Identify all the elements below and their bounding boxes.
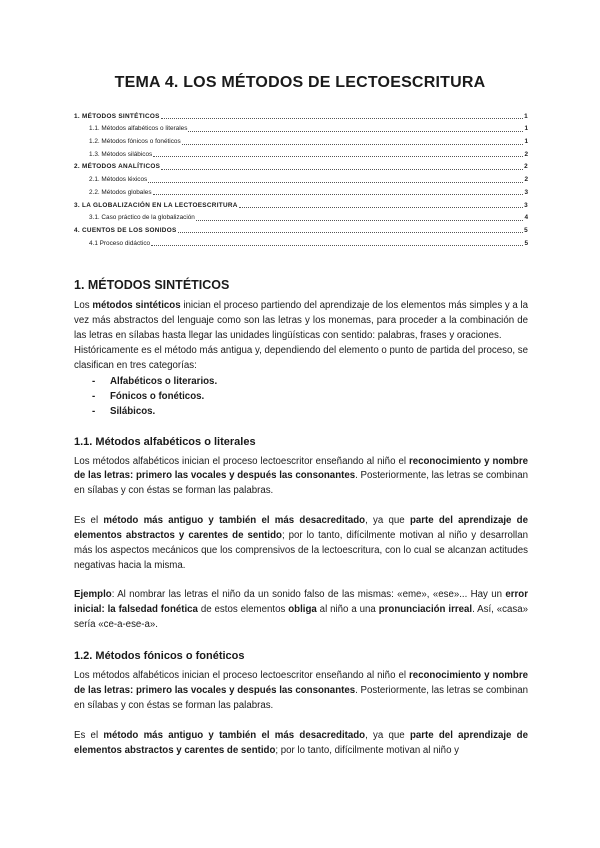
toc-page-number: 1 [524,138,528,146]
bold-text: parte del aprendizaje de elementos abstractos y carentes de sentido [74,515,528,541]
list-item [92,404,528,419]
toc-page-number: 5 [524,239,528,247]
text-run: Los [74,300,93,311]
toc-page-number: 2 [524,163,528,171]
paragraph [74,514,528,574]
toc-entry[interactable] [74,222,528,235]
toc-entry-label: 1.2. Métodos fónicos o fonéticos [89,138,181,146]
list-item [92,389,528,404]
bold-text: método más antiguo y también el más desacreditado [103,729,366,741]
list-bullet-dash: - [92,405,96,417]
toc-entry[interactable] [74,210,528,223]
bold-text: métodos sintéticos [92,300,181,311]
toc-entry-label: 4.1 Proceso didáctico [89,239,151,247]
toc-entry[interactable] [74,108,528,121]
text-run: ; por lo tanto, difícilmente motivan al niño y desarrollan más los aspectos mecánicos que los comprensivos de la lectoescritura, con lo cual se alcanzan actitudes negativas hacia la misma. [74,529,528,571]
toc-entry[interactable] [74,121,528,134]
toc-dot-leader [188,131,523,132]
toc-dot-leader [153,156,523,157]
toc-page-number: 3 [524,188,528,196]
toc-dot-leader [153,194,524,195]
text-run: , ya que [365,515,410,527]
text-run: de estos elementos [197,604,289,616]
toc-entry-label: 3.1. Caso práctico de la globalización [89,214,195,222]
toc-page-number: 3 [524,201,528,209]
text-run: Es el [74,729,104,741]
toc-dot-leader [182,144,524,145]
toc-dot-leader [151,245,523,246]
text-run: ; por lo tanto, difícilmente motivan al niño y [275,744,459,756]
toc-dot-leader [196,220,524,221]
toc-entry-label: 1.3. Métodos silábicos [89,150,153,158]
toc-entry[interactable] [74,197,528,210]
subsection-heading: 1.2. Métodos fónicos o fonéticos [74,650,245,663]
paragraph [74,588,528,633]
text-run: al niño a una [316,604,379,616]
bold-text: pronunciación irreal [378,604,473,616]
toc-page-number: 1 [524,112,528,120]
document-body [74,278,528,759]
toc-entry-label: 1.1. Métodos alfabéticos o literales [89,125,188,133]
toc-entry-label: 3. LA GLOBALIZACIÓN EN LA LECTOESCRITURA [74,201,238,209]
toc-page-number: 2 [524,150,528,158]
text-run: . Posteriormente, las letras se combinan en sílabas y con éstas se forman las palabras. [74,470,528,497]
toc-entry[interactable] [74,235,528,248]
toc-page-number: 2 [524,176,528,184]
bold-text: obliga [288,604,317,616]
paragraph [74,729,528,759]
toc-entry-label: 2. MÉTODOS ANALÍTICOS [74,163,161,171]
category-list [74,374,528,419]
bold-text: reconocimiento y nombre de las letras: primero las vocales y después las consonantes [74,455,528,482]
text-run: Los métodos alfabéticos inician el proceso lectoescritor enseñando al niño el [74,670,409,682]
text-run: Los métodos alfabéticos inician el proceso lectoescritor enseñando al niño el [74,455,409,467]
paragraph [74,455,528,500]
toc-entry[interactable] [74,159,528,172]
toc-dot-leader [178,232,524,233]
toc-entry[interactable] [74,184,528,197]
list-item-label: Alfabéticos o literarios. [110,375,218,387]
toc-dot-leader [148,182,523,183]
text-run: Es el [74,515,104,527]
bold-text: parte del aprendizaje de elementos abstractos y carentes de sentido [74,729,528,756]
text-run: inician el proceso partiendo del aprendizaje de los elementos más simples y a la vez más abstractos del lenguaje como son las letras y los monemas, para proceder a la combinación de las letras en sílabas hasta llegar las unidades lingüísticas con sentido: palabras, frases y oraciones. [74,300,529,341]
bold-text: error inicial: la falsedad fonética [74,589,528,616]
paragraph [74,669,528,714]
subsection-heading: 1.1. Métodos alfabéticos o literales [74,435,256,448]
toc-dot-leader [161,169,523,170]
table-of-contents [74,108,528,248]
toc-entry[interactable] [74,133,528,146]
list-item [92,374,528,389]
toc-page-number: 5 [524,226,528,234]
list-item-label: Silábicos. [110,405,156,417]
text-run: Históricamente es el método más antigua y, dependiendo del elemento o punto de partida del proceso, se clasifican en tres categorías: [74,344,528,371]
toc-dot-leader [161,118,523,119]
toc-dot-leader [239,207,523,208]
text-run: , ya que [365,729,410,741]
text-run: : Al nombrar las letras el niño da un sonido falso de las mismas: «eme», «ese»... Hay un [111,589,506,601]
text-run: . Posteriormente, las letras se combinan en sílabas y con éstas se forman las palabras. [74,685,528,711]
toc-entry-label: 4. CUENTOS DE LOS SONIDOS [74,226,177,234]
toc-page-number: 4 [524,214,528,222]
section-heading: 1. MÉTODOS SINTÉTICOS [74,278,230,292]
toc-page-number: 1 [524,125,528,133]
paragraph [74,344,528,374]
toc-entry[interactable] [74,146,528,159]
toc-entry-label: 2.2. Métodos globales [89,188,152,196]
paragraph [74,299,528,344]
list-item-label: Fónicos o fonéticos. [110,390,205,402]
text-run: . Así, «casa» sería «ce-a-ese-a». [74,604,528,631]
toc-entry-label: 1. MÉTODOS SINTÉTICOS [74,112,160,120]
bold-text: método más antiguo y también el más desacreditado [103,515,366,527]
bold-text: Ejemplo [74,589,112,601]
document-title: TEMA 4. LOS MÉTODOS DE LECTOESCRITURA [114,74,486,91]
list-bullet-dash: - [92,375,96,387]
bold-text: reconocimiento y nombre de las letras: primero las vocales y después las consonantes [74,670,528,697]
toc-entry-label: 2.1. Métodos léxicos [89,176,148,184]
list-bullet-dash: - [92,390,96,402]
toc-entry[interactable] [74,171,528,184]
